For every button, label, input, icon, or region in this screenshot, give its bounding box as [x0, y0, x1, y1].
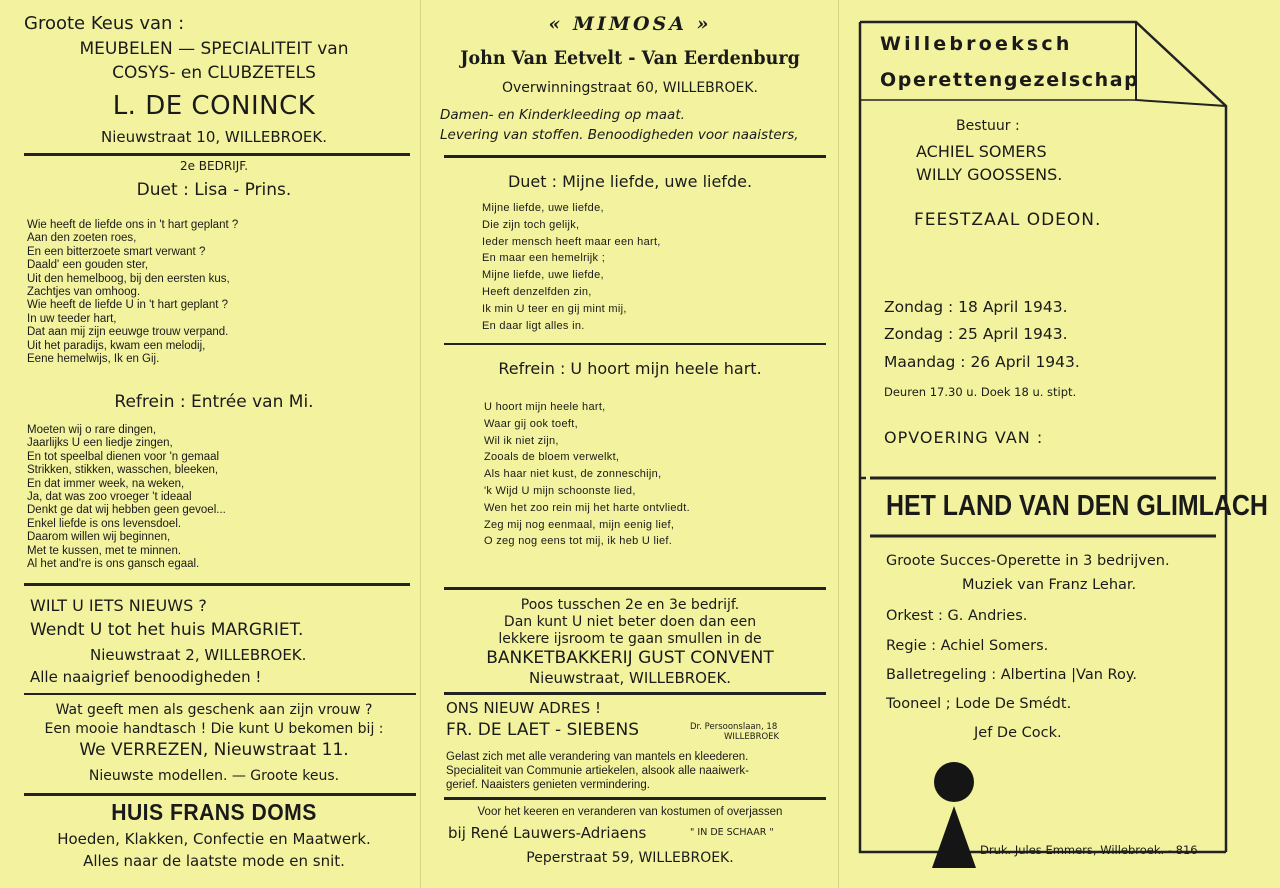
lyric-line: Al het and're is ons gansch egaal.: [27, 557, 200, 570]
lyric-line: Moeten wij o rare dingen,: [27, 424, 157, 436]
lauwers-line1: Voor het keeren en veranderen van kostumen of overjassen: [477, 806, 783, 818]
fold-line: [838, 0, 839, 888]
convent-line1: Poos tusschen 2e en 3e bedrijf.: [520, 597, 740, 613]
margriet-line1: WILT U IETS NIEUWS ?: [30, 596, 207, 615]
board-label: Bestuur :: [956, 118, 1020, 134]
board-member-1: ACHIEL SOMERS: [916, 142, 1047, 161]
ballet: Balletregeling : Albertina |Van Roy.: [886, 667, 1137, 683]
verrezen-line2: Een mooie handtasch ! Die kunt U bekomen bij :: [44, 721, 384, 737]
delaet-addr2: WILLEBROEK: [724, 732, 780, 742]
lyric-line: Met te kussen, met te minnen.: [27, 544, 182, 557]
lyric-line: Als haar niet kust, de zonneschijn,: [484, 468, 662, 481]
convent-line4: BANKETBAKKERIJ GUST CONVENT: [486, 648, 774, 668]
middle-column: [428, 0, 832, 888]
lyric-line: En maar een hemelrijk ;: [482, 252, 606, 265]
composer: Muziek van Franz Lehar.: [962, 577, 1137, 593]
board-member-2: WILLY GOOSSENS.: [916, 165, 1063, 184]
mimosa-address: Overwinningstraat 60, WILLEBROEK.: [501, 80, 758, 96]
lyric-line: Wen het zoo rein mij het harte ontvliedt.: [484, 501, 690, 514]
verrezen-line3: We VERREZEN, Nieuwstraat 11.: [79, 740, 349, 760]
left-column: [12, 0, 416, 888]
coninck-line2: MEUBELEN — SPECIALITEIT van: [79, 39, 349, 59]
printer-emblem-icon: [924, 760, 984, 870]
direction: Regie : Achiel Somers.: [886, 638, 1049, 654]
lyric-line: Wil ik niet zijn,: [484, 434, 559, 447]
coninck-address: Nieuwstraat 10, WILLEBROEK.: [101, 128, 327, 146]
lyric-line: Uit het paradijs, kwam een melodij,: [27, 339, 206, 352]
lyric-line: Mijne liefde, uwe liefde,: [482, 202, 604, 214]
duet-lyrics: [482, 200, 661, 334]
lauwers-name: bij René Lauwers-Adriaens: [448, 824, 647, 842]
show-subtitle: Groote Succes-Operette in 3 bedrijven.: [886, 553, 1170, 569]
refrein-title: Refrein : Entrée van Mi.: [114, 392, 314, 412]
lyric-line: Ieder mensch heeft maar een hart,: [482, 235, 661, 248]
printer-credit: Druk. Jules Emmers, Willebroek. - 816: [980, 843, 1198, 857]
lyric-line: Wie heeft de liefde U in 't hart geplant ?: [27, 299, 229, 312]
stage-2: Jef De Cock.: [974, 725, 1062, 741]
lyric-line: En tot speelbal dienen voor 'n gemaal: [27, 450, 220, 463]
duet-title: Duet : Mijne liefde, uwe liefde.: [507, 172, 753, 191]
stage-1: Tooneel ; Lode De Smédt.: [886, 696, 1072, 712]
lyric-line: Aan den zoeten roes,: [27, 232, 137, 245]
divider: [24, 693, 416, 695]
orchestra: Orkest : G. Andries.: [886, 608, 1028, 624]
lyric-line: Daald' een gouden ster,: [27, 259, 149, 272]
lyric-line: Ja, dat was zoo vroeger 't ideaal: [27, 490, 192, 503]
convent-line3: lekkere ijsroom te gaan smullen in de: [498, 631, 762, 647]
lyric-line: En daar ligt alles in.: [482, 319, 585, 332]
date-1: Zondag : 18 April 1943.: [884, 298, 1068, 316]
fold-line: [420, 0, 421, 888]
lyric-line: U hoort mijn heele hart,: [484, 401, 606, 413]
doms-line2: Alles naar de laatste mode en snit.: [83, 852, 345, 870]
coninck-line3: COSYS- en CLUBZETELS: [112, 63, 316, 83]
margriet-line4: Alle naaigrief benoodigheden !: [30, 668, 262, 686]
lyric-line: Uit den hemelboog, bij den eersten kus,: [27, 272, 230, 285]
lyric-line: Wie heeft de liefde ons in 't hart geplant ?: [27, 219, 239, 231]
company-title-1: Willebroeksch: [880, 33, 1073, 55]
lyric-line: Enkel liefde is ons levensdoel.: [27, 517, 182, 530]
lyric-line: Dat aan mij zijn eeuwge trouw verpand.: [27, 326, 229, 339]
convent-line2: Dan kunt U niet beter doen dan een: [503, 614, 757, 630]
show-title: HET LAND VAN DEN GLIMLACH: [886, 490, 1268, 522]
lyric-line: Jaarlijks U een liedje zingen,: [27, 437, 173, 450]
margriet-line3: Nieuwstraat 2, WILLEBROEK.: [90, 646, 307, 664]
delaet-line1: ONS NIEUW ADRES !: [446, 699, 602, 717]
lyric-line: Waar gij ook toeft,: [484, 417, 578, 430]
coninck-name: L. DE CONINCK: [112, 91, 316, 121]
divider: [24, 153, 410, 156]
lyric-line: Mijne liefde, uwe liefde,: [482, 269, 604, 282]
lyric-line: Heeft denzelfden zin,: [482, 285, 592, 298]
lyric-line: Daarom willen wij beginnen,: [27, 531, 171, 544]
lyric-line: Die zijn toch gelijk,: [482, 218, 580, 231]
doms-line1: Hoeden, Klakken, Confectie en Maatwerk.: [57, 830, 371, 848]
delaet-addr1: Dr. Persoonslaan, 18: [690, 722, 778, 732]
duet-lyrics: [27, 219, 238, 366]
lyric-line: Ik min U teer en gij mint mij,: [482, 302, 627, 315]
verrezen-line1: Wat geeft men als geschenk aan zijn vrouw ?: [55, 702, 373, 718]
coninck-line1: Groote Keus van :: [24, 13, 185, 34]
lyric-line: Strikken, stikken, wasschen, bleeken,: [27, 464, 219, 477]
refrein-title: Refrein : U hoort mijn heele hart.: [498, 359, 762, 378]
delaet-text3: gerief. Naaisters genieten vermindering.: [446, 779, 650, 791]
lyric-line: En dat immer week, na weken,: [27, 477, 185, 490]
divider: [444, 692, 826, 695]
lyric-line: Zeg mij nog eenmaal, mijn eenig lief,: [484, 518, 675, 531]
refrein-lyrics: [484, 399, 690, 550]
duet-title: Duet : Lisa - Prins.: [136, 180, 292, 200]
lyric-line: Zachtjes van omhoog.: [27, 285, 141, 298]
margriet-line2: Wendt U tot het huis MARGRIET.: [30, 620, 304, 640]
lyric-line: En een bitterzoete smart verwant ?: [27, 245, 206, 258]
divider: [444, 587, 826, 590]
performance-label: OPVOERING VAN :: [884, 428, 1044, 447]
lauwers-address: Peperstraat 59, WILLEBROEK.: [526, 850, 734, 866]
divider: [24, 583, 410, 586]
lyric-line: Eene hemelwijs, Ik en Gij.: [27, 352, 160, 365]
lyric-line: Denkt ge dat wij hebben geen gevoel...: [27, 504, 226, 517]
date-3: Maandag : 26 April 1943.: [884, 353, 1080, 371]
mimosa-line1: Damen- en Kinderkleeding op maat.: [440, 107, 685, 123]
right-column: [848, 0, 1272, 888]
divider: [444, 155, 826, 158]
convent-line5: Nieuwstraat, WILLEBROEK.: [528, 669, 732, 687]
lauwers-sign: " IN DE SCHAAR ": [690, 827, 774, 838]
lyric-line: Zooals de bloem verwelkt,: [484, 451, 620, 464]
doors-time: Deuren 17.30 u. Doek 18 u. stipt.: [884, 385, 1077, 399]
divider: [24, 793, 416, 796]
lyric-line: O zeg nog eens tot mij, ik heb U lief.: [484, 535, 673, 548]
mimosa-brand: « MIMOSA »: [548, 13, 712, 35]
lyric-line: In uw teeder hart,: [27, 312, 117, 325]
divider: [444, 343, 826, 345]
date-2: Zondag : 25 April 1943.: [884, 325, 1068, 343]
venue: FEESTZAAL ODEON.: [914, 210, 1102, 230]
act-label: 2e BEDRIJF.: [179, 159, 249, 173]
delaet-text2: Specialiteit van Communie artiekelen, alsook alle naaiwerk-: [446, 765, 749, 777]
delaet-name: FR. DE LAET - SIEBENS: [446, 720, 640, 740]
divider: [444, 797, 826, 800]
refrein-lyrics: [27, 424, 226, 571]
company-title-2: Operettengezelschap: [880, 69, 1140, 91]
mimosa-name: John Van Eetvelt - Van Eerdenburg: [460, 47, 800, 69]
doms-name: HUIS FRANS DOMS: [111, 799, 317, 825]
verrezen-line4: Nieuwste modellen. — Groote keus.: [88, 768, 340, 784]
delaet-text1: Gelast zich met alle verandering van mantels en kleederen.: [446, 751, 749, 763]
mimosa-line2: Levering van stoffen. Benoodigheden voor naaisters,: [440, 127, 799, 143]
lyric-line: 'k Wijd U mijn schoonste lied,: [484, 484, 636, 497]
